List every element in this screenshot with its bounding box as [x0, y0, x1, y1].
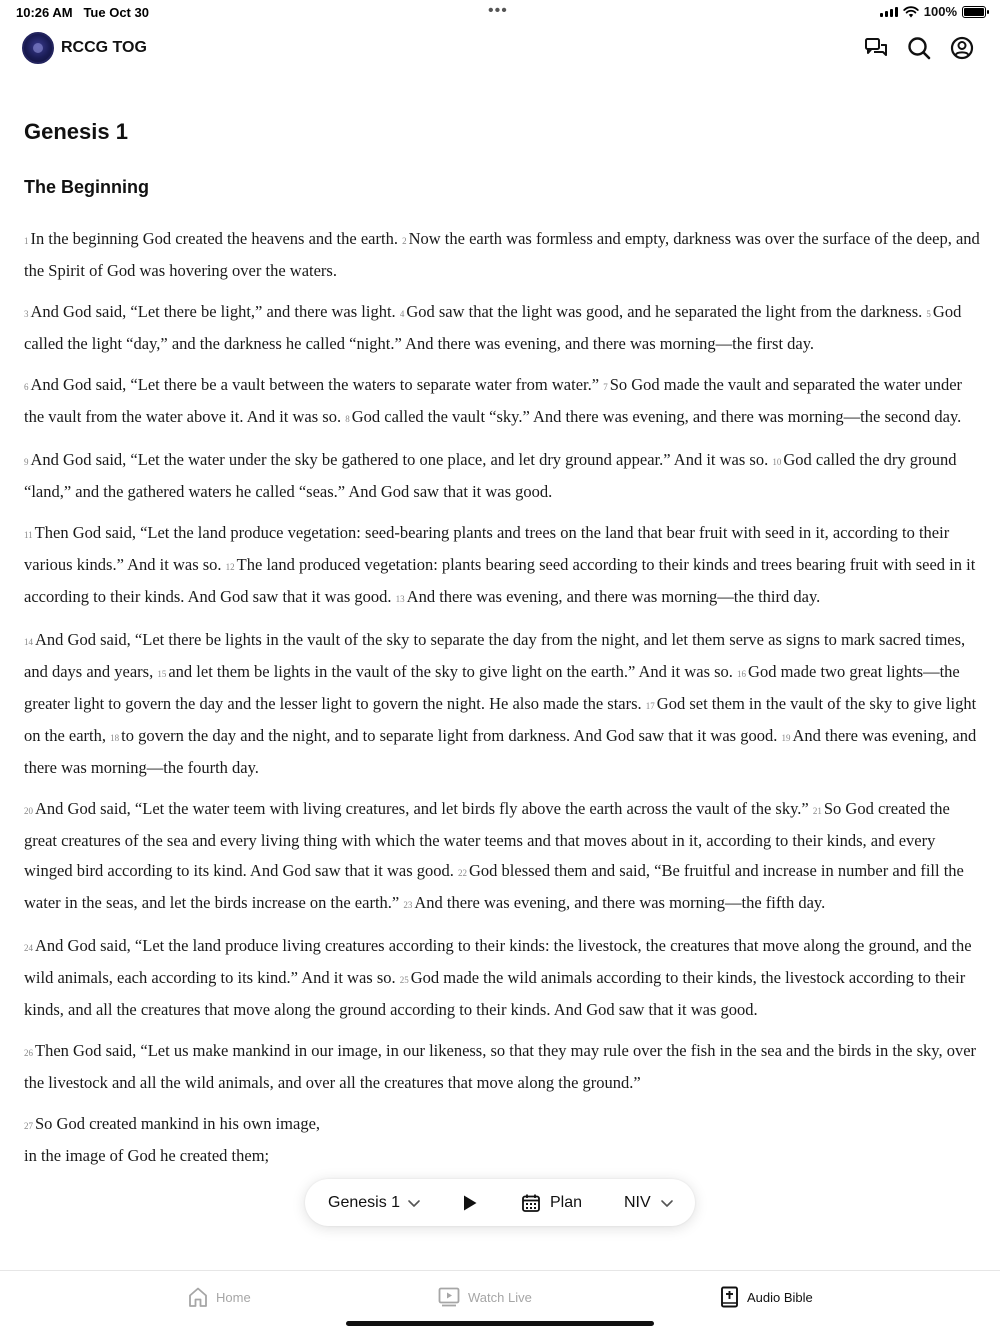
verse-text[interactable]: So God created mankind in his own image, [35, 1114, 321, 1133]
verse-text[interactable]: God called the light “day,” and the darkness he called “night.” And there was evening, and there was morning—the first day. [24, 302, 962, 353]
reader-controls-pill [305, 1179, 695, 1226]
verse-number: 6 [24, 382, 29, 392]
tab-watch-live[interactable] [438, 1285, 532, 1309]
plan-label: Plan [550, 1193, 583, 1211]
verse-number: 20 [24, 806, 33, 816]
verse-number: 5 [926, 309, 931, 319]
church-logo[interactable] [22, 32, 54, 64]
calendar-icon [521, 1193, 541, 1213]
verse-text[interactable]: God blessed them and said, “Be fruitful and increase in number and fill the water in the seas, and let the birds increase on the earth.” [24, 861, 964, 912]
tab-watch-live-label: Watch Live [468, 1289, 532, 1305]
verse-number: 7 [603, 382, 608, 392]
verse-number: 1 [24, 236, 29, 246]
verse-number: 25 [399, 975, 409, 985]
verse-text[interactable]: God saw that the light was good, and he separated the light from the darkness. [406, 302, 923, 321]
verse-number: 13 [395, 594, 405, 604]
version-selector[interactable] [624, 1179, 674, 1226]
verse-number: 10 [772, 457, 782, 467]
version-label: NIV [624, 1193, 651, 1211]
verse-number: 9 [24, 457, 29, 467]
verse-text[interactable]: And God said, “Let there be a vault between the waters to separate water from water.” [30, 375, 600, 394]
play-audio-button[interactable] [462, 1179, 478, 1226]
verse-number: 26 [24, 1048, 33, 1058]
verse-number: 24 [24, 943, 33, 953]
tab-home[interactable] [188, 1285, 251, 1309]
verse-text[interactable]: Now the earth was formless and empty, darkness was over the surface of the deep, and the Spirit of God was hovering over the waters. [24, 229, 980, 280]
battery-icon [962, 6, 986, 18]
verse-text[interactable]: God made two great lights—the greater light to govern the day and the lesser light to govern the night. He also made the stars. [24, 662, 960, 713]
tab-home-label: Home [216, 1289, 251, 1305]
verse-paragraph [24, 518, 980, 614]
verse-paragraph [24, 625, 980, 783]
verse-text[interactable]: And God said, “Let the water under the sky be gathered to one place, and let dry ground appear.” And it was so. [30, 450, 769, 469]
profile-icon[interactable] [948, 34, 976, 62]
play-screen-icon [438, 1287, 460, 1307]
verse-text[interactable]: Then God said, “Let the land produce vegetation: seed-bearing plants and trees on the land that bear fruit with seed in it, according to their various kinds.” And it was so. [24, 523, 950, 574]
verse-poem [24, 1109, 980, 1171]
verse-number: 16 [737, 669, 747, 679]
play-icon [462, 1194, 478, 1212]
verse-text[interactable]: So God created the great creatures of the sea and every living thing with which the water teems and that moves about in it, according to their kinds, and every winged bird according to its kind. And God saw that it was good. [24, 799, 950, 880]
verse-text[interactable]: So God made the vault and separated the water under the vault from the water above it. And it was so. [24, 375, 963, 426]
verse-paragraph [24, 370, 980, 434]
wifi-icon [903, 6, 919, 18]
verse-paragraph [24, 297, 980, 359]
verse-number: 11 [24, 530, 33, 540]
chapter-title: Genesis 1 [24, 119, 128, 144]
verse-text[interactable]: And God said, “Let there be lights in the vault of the sky to separate the day from the night, and let them serve as signs to mark sacred times, and days and years, [24, 630, 966, 681]
verse-text[interactable]: in the image of God he created them; [24, 1146, 270, 1165]
multitasking-dots-icon[interactable]: ••• [488, 2, 508, 19]
verse-paragraph [24, 224, 980, 286]
bible-icon [720, 1286, 739, 1308]
verse-text[interactable]: and let them be lights in the vault of the sky to give light on the earth.” And it was so. [168, 662, 733, 681]
verse-number: 17 [645, 701, 655, 711]
poem-line [24, 1109, 980, 1141]
chapter-selector[interactable] [328, 1179, 421, 1226]
verse-text[interactable]: In the beginning God created the heavens and the earth. [30, 229, 398, 248]
verse-text[interactable]: And God said, “Let there be light,” and there was light. [30, 302, 396, 321]
verse-number: 19 [781, 733, 791, 743]
verse-number: 2 [402, 236, 407, 246]
verse-paragraph [24, 931, 980, 1025]
verse-text[interactable]: And there was evening, and there was morning—the fourth day. [24, 726, 977, 777]
verse-number: 18 [110, 733, 120, 743]
verse-number: 15 [157, 669, 167, 679]
verse-paragraph [24, 445, 980, 507]
chapter-selector-label: Genesis 1 [328, 1193, 401, 1211]
verse-text[interactable]: God called the dry ground “land,” and the gathered waters he called “seas.” And God saw that it was good. [24, 450, 957, 501]
verse-number: 14 [24, 637, 33, 647]
verse-paragraph [24, 794, 980, 920]
verse-text[interactable]: God set them in the vault of the sky to give light on the earth, [24, 694, 977, 745]
verse-number: 27 [24, 1121, 33, 1131]
chat-bubbles-icon[interactable] [862, 34, 890, 62]
bible-reader[interactable] [24, 112, 980, 1270]
verse-list [24, 224, 980, 1171]
verse-number: 23 [403, 900, 413, 910]
app-title: RCCG TOG [61, 39, 147, 56]
verse-number: 12 [225, 562, 235, 572]
verse-text[interactable]: And there was evening, and there was morning—the third day. [406, 587, 821, 606]
verse-text[interactable]: And there was evening, and there was morning—the fifth day. [414, 893, 826, 912]
verse-text[interactable]: God called the vault “sky.” And there was evening, and there was morning—the second day. [351, 407, 962, 426]
verse-number: 22 [458, 868, 467, 878]
search-icon[interactable] [905, 34, 933, 62]
verse-number: 4 [399, 309, 405, 319]
chevron-down-icon [407, 1198, 421, 1208]
tab-audio-bible[interactable] [720, 1285, 813, 1309]
status-indicators [880, 4, 986, 19]
battery-percent: 100% [923, 4, 957, 19]
verse-text[interactable]: Then God said, “Let us make mankind in our image, in our likeness, so that they may rule over the fish in the sea and the birds in the sky, over the livestock and all the wild animals, and over all the creatures that move along the ground.” [24, 1041, 977, 1092]
verse-text[interactable]: And God said, “Let the water teem with living creatures, and let birds fly above the earth across the vault of the sky.” [35, 799, 809, 818]
app-header [0, 30, 1000, 68]
status-time: 10:26 AM Tue Oct 30 [16, 5, 149, 20]
verse-text[interactable]: to govern the day and the night, and to separate light from darkness. And God saw that it was good. [121, 726, 778, 745]
poem-line [24, 1141, 980, 1171]
status-bar [0, 0, 1000, 24]
verse-text[interactable]: And God said, “Let the land produce living creatures according to their kinds: the livestock, the creatures that move along the ground, and the wild animals, each according to its kind.” And it was so. [24, 936, 972, 987]
verse-text[interactable]: God made the wild animals according to their kinds, the livestock according to their kinds, and all the creatures that move along the ground according to their kinds. And God saw that it was good. [24, 968, 966, 1019]
tab-audio-bible-label: Audio Bible [747, 1289, 813, 1305]
verse-text[interactable]: The land produced vegetation: plants bearing seed according to their kinds and trees bearing fruit with seed in it according to their kinds. And God saw that it was good. [24, 555, 976, 606]
verse-number: 21 [812, 806, 822, 816]
home-indicator [346, 1321, 654, 1326]
verse-number: 8 [345, 414, 350, 424]
cellular-signal-icon [880, 7, 898, 17]
reading-plan-button[interactable] [521, 1179, 582, 1226]
section-heading: The Beginning [24, 177, 149, 197]
home-icon [188, 1286, 208, 1308]
verse-paragraph [24, 1036, 980, 1098]
verse-number: 3 [24, 309, 29, 319]
chevron-down-icon [660, 1198, 674, 1208]
